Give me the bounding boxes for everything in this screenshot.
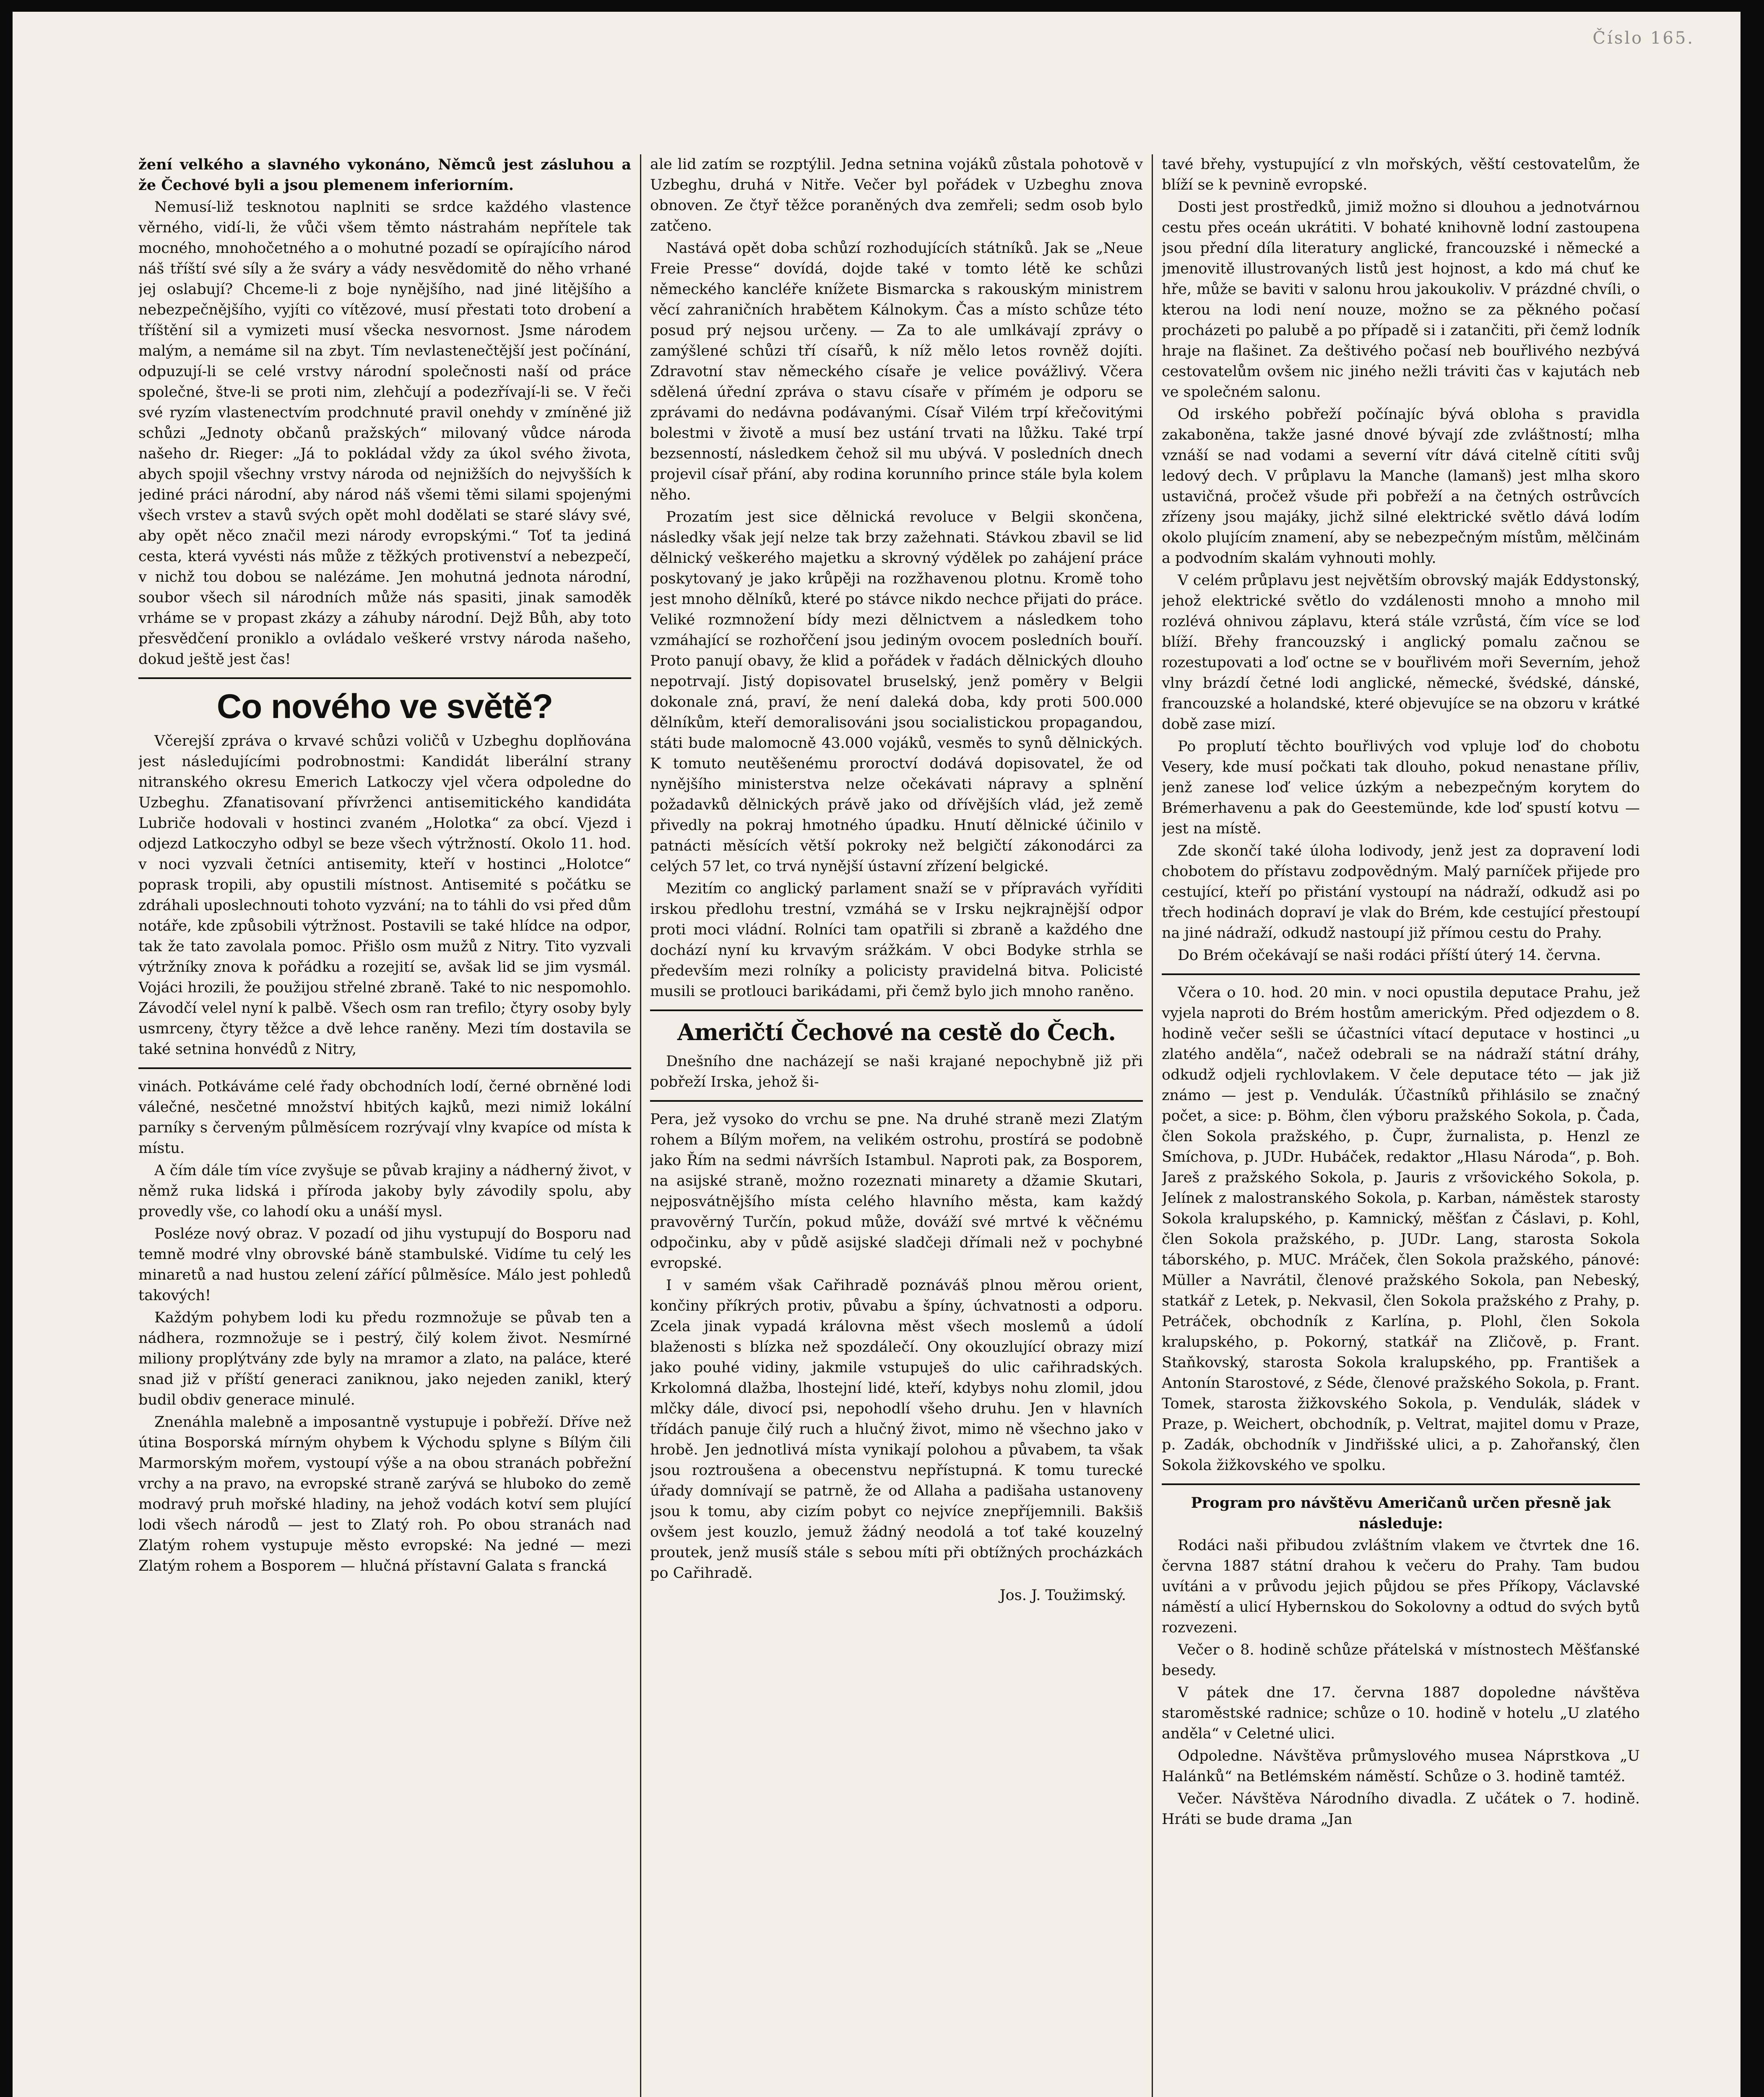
section-rule — [138, 1067, 631, 1069]
column-right — [1162, 154, 1640, 2097]
paragraph: vinách. Potkáváme celé řady obchodních lodí, černé obrněné lodi válečné, nesčetné množství hbitých kajků, mezi nimiž lokální parníky s červeným půlměsícem rozrývají vlny kvapíce od místa k místu. — [138, 1078, 631, 1157]
paragraph: ale lid zatím se rozptýlil. Jedna setnina vojáků zůstala pohotově v Uzbeghu, druhá v Nitře. Večer byl pořádek v Uzbeghu znova obnoven. Ze čtyř těžce poraněných dva zemřeli; sedm osob bylo zatčeno. — [650, 156, 1143, 234]
paragraph: tavé břehy, vystupující z vln mořských, věští cestovatelům, že blíží se k pevnině evropské. — [1162, 156, 1640, 193]
paragraph: Odpoledne. Návštěva průmyslového musea Náprstkova „U Halánků“ na Betlémském náměstí. Schůze o 3. hodině tamtéž. — [1162, 1748, 1640, 1785]
paragraph: Včerejší zpráva o krvavé schůzi voličů v Uzbeghu doplňována jest následujícími podrobnostmi: Kandidát liberální strany nitranského okresu Emerich Latkoczy vjel včera odpoledne do Uzbeghu. Zfanatisovaní přívrženci antisemitického kandidáta Lubriče hodovali v hostinci zvaném „Holotka“ za obcí. Vjezd i odjezd Latkoczyho odbyl se beze všech výtržností. Okolo 11. hod. v noci vyzvali četníci antisemity, kteří v hostinci „Holotce“ poprask tropili, aby opustili místnost. Antisemité s počátku se zdráhali uposlechnouti tohoto vyzvání; na to táhli do vsi před dům notáře, kde způsobili výtržnost. Postavili se také hlídce na odpor, tak že tato zavolala pomoc. Přišlo osm mužů z Nitry. Tito vyzvali výtržníky znova k pořádku a rozejití se, avšak lid se jim vysmál. Vojáci hrozili, že použijou střelné zbraně. Také to nic nespomohlo. Závodčí velel nyní k palbě. Všech osm ran trefilo; čtyry osoby byly usmrceny, čtyry těžce a dvě lehce raněny. Mezi tím dostavila se také setnina honvédů z Nitry, — [138, 733, 631, 1058]
paragraph: Prozatím jest sice dělnická revoluce v Belgii skončena, následky však její nelze tak brzy zažehnati. Stávkou zbavil se lid dělnický veškerého majetku a skrovný výdělek po zahájení práce poskytovaný je jako krůpěji na rozžhavenou plotnu. Kromě toho jest mnoho dělníků, které po stávce nikdo nechce přijati do práce. Veliké rozmnožení bídy mezi dělnictvem a následkem toho vzmáhající se rozhořčení jsou jediným ovocem posledních bouří. Proto panují obavy, že klid a pořádek v řadách dělnických dlouho nepotrvají. Jistý dopisovatel bruselský, jenž poměry v Belgii dokonale zná, praví, že není daleká doba, kdy proti 500.000 dělníkům, kteří demoralisováni jsou socialistickou propagandou, státi bude malomocně 43.000 vojáků, vesměs to synů dělnických. K tomuto neutěšenému proroctví dodává dopisovatel, že od nynějšího ministerstva nelze očekávati nápravy a splnění požadavků dělnických právě jako od dřívějších vlád, jež země přivedly na pokraj hmotného úpadku. Hnutí dělnické účinilo v patnácti měsících větší pokroky než belgičtí zákonodárci za celých 57 let, co trvá nynější ústavní zřízení belgické. — [650, 509, 1143, 875]
paragraph: Včera o 10. hod. 20 min. v noci opustila deputace Prahu, jež vyjela naproti do Brém hostům americkým. Před odjezdem o 8. hodině večer sešli se účastníci vítací deputace v hostinci „u zlatého anděla“, načež odebrali se na nádraží státní dráhy, odkudž odjeli rychlovlakem. V čele deputace této — jak již známo — jest p. Vendulák. Účastníků přihlásilo se značný počet, a sice: p. Böhm, člen výboru pražského Sokola, p. Čada, člen Sokola pražského, p. Čupr, žurnalista, p. Henzl ze Smíchova, p. JUDr. Hubáček, redaktor „Hlasu Národa“, p. Boh. Jareš z pražského Sokola, p. Jauris z vršovického Sokola, p. Jelínek z malostranského Sokola, p. Karban, náměstek starosty Sokola kralupského, p. Kamnický, měšťan z Čáslavi, p. Kohl, člen Sokola pražského, p. JUDr. Lang, starosta Sokola táborského, p. MUC. Mráček, člen Sokola pražského, pánové: Müller a Navrátil, členové pražského Sokola, pan Nebeský, statkář z Letek, p. Nekvasil, člen Sokola pražského z Prahy, p. Petráček, obchodník z Karlína, p. Plohl, člen Sokola kralupského, p. Pokorný, statkář na Zličově, p. Frant. Staňkovský, starosta Sokola kralupského, pp. František a Antonín Starostové, z Séde, členové pražského Sokola, p. Frant. Tomek, starosta žižkovského Sokola, p. Vendulák, sládek v Praze, p. Weichert, obchodník, p. Veltrat, majitel domu v Praze, p. Zadák, obchodník v Jindřišské ulici, a p. Zahořanský, člen Sokola žižkovského ve spolku. — [1162, 984, 1640, 1474]
section-rule — [1162, 973, 1640, 975]
paragraph: Večer. Návštěva Národního divadla. Z učátek o 7. hodině. Hráti se bude drama „Jan — [1162, 1790, 1640, 1828]
section-rule — [650, 1009, 1143, 1011]
paragraph: Rodáci naši přibudou zvláštním vlakem ve čtvrtek dne 16. června 1887 státní drahou k večeru do Prahy. Tam budou uvítáni a v průvodu jejich půjdou se přes Příkopy, Václavské náměstí a ulicí Hybernskou do Sokolovny a odtud do svých bytů rozvezeni. — [1162, 1537, 1640, 1636]
section-heading: Co nového ve světě? — [216, 687, 553, 726]
paragraph: Do Brém očekávají se naši rodáci příští úterý 14. června. — [1178, 947, 1601, 964]
paragraph: Nemusí-liž tesknotou naplniti se srdce každého vlastence věrného, vidí-li, že vůči všem těmto nástrahám nepřítele tak mocného, mnohočetného a o mohutné pozadí se opírajícího národ náš tříští své síly a že sváry a vády nesvědomitě do něho vrhané jej oslabují? Chceme-li z boje nynějšího, nad jiné litějšího a nebezpečnějšího, vyjíti co vítězové, musí přestati toto drobení a tříštění sil a vymizeti musí všecka nesvornost. Jsme národem malým, a nemáme sil na zbyt. Tím nevlastenečtější jest počínání, odpuzují-li se celé vrstvy národní společnosti naší od práce společné, štve-li se proti nim, zlehčují a podezřívají-li se. V řeči své ryzím vlastenectvím prodchnuté pravil onehdy v zmíněné již schůzi „Jednoty občanů pražských“ milovaný vůdce národa našeho dr. Rieger: „Já to pokládal vždy za úkol svého života, abych spojil všechny vrstvy národa od nejnižších do nejvyšších k jediné práci národní, aby národ náš všemi těmi silami spojenými všech vrstev a stavů svých opět mohl dodělati se staré slávy své, aby opět něco značil mezi národy evropskými.“ Toť ta jediná cesta, která vyvésti nás může z těžkých protivenství a nebezpečí, v nichž tou dobou se nalézáme. Jen mohutná jednota národní, soubor všech sil národních může nás spasiti, jinak samoděk vrháme se v propast zkázy a záhuby národní. Dejž Bůh, aby toto přesvědčení proniklo a ovládalo veškeré vrstvy národa našeho, dokud ještě jest čas! — [138, 199, 631, 668]
paragraph: Mezitím co anglický parlament snaží se v přípravách vyříditi irskou předlohu trestní, vzmáhá se v Irsku nejkrajnější odpor proti moci vládní. Rolníci tam opatřili si zbraně a každého dne dochází nyní ku krvavým srážkám. V obci Bodyke strhla se především mezi rolníky a policisty pravidelná bitva. Policisté musili se protlouci barikádami, při čemž bylo jich mnoho raněno. — [650, 880, 1143, 1000]
column-left — [138, 154, 631, 2097]
section-rule — [138, 677, 631, 679]
newspaper-page — [13, 12, 1741, 2097]
paragraph: V celém průplavu jest největším obrovský maják Eddystonský, jehož elektrické světlo do vzdálenosti mnoho a mnoho mil rozlévá ohnivou záplavu, která stále vzrůstá, čím více se loď blíží. Břehy francouzský i anglický pomalu začnou se rozestupovati a loď octne se v bouřlivém moři Severním, jehož vlny brázdí četné lodi anglické, německé, švédské, dánské, francouzské a holandské, které objevujíce se na obzoru v krátké době zase mizí. — [1162, 572, 1640, 733]
paragraph: Dnešního dne nacházejí se naši krajané nepochybně již při pobřeží Irska, jehož ši- — [650, 1053, 1143, 1090]
paragraph: Zde skončí také úloha lodivody, jenž jest za dopravení lodi chobotem do přístavu zodpovědným. Malý parníček přijede pro cestující, kteří po přistání vystoupí na nádraží, odkudž asi po třech hodinách dopraví je vlak do Brém, kde cestující přestoupí na jiné nádraží, odkudž nastoupí již přímou cestu do Prahy. — [1162, 843, 1640, 942]
paragraph: Od irského pobřeží počínajíc bývá obloha s pravidla zakaboněna, takže jasné dnové bývají zde zvláštností; mlha vznáší se nad vodami a severní vítr dává citelně cítiti svůj ledový dech. V průplavu la Manche (lamanš) jest mlha skoro ustavičná, pročež všude při pobřeží a na četných ostrůvcích zřízeny jsou majáky, jichž silné elektrické světlo dává lodím okolo plujícím znamení, aby se nebezpečným místům, mělčinám a podvodním skalám vyhnouti mohly. — [1162, 406, 1640, 567]
paragraph: V pátek dne 17. června 1887 dopoledne návštěva staroměstské radnice; schůze o 10. hodině v hotelu „U zlatého anděla“ v Celetné ulici. — [1162, 1684, 1640, 1742]
article-heading: Američtí Čechové na cestě do Čech. — [677, 1019, 1116, 1046]
paragraph: žení velkého a slavného vykonáno, Němců jest zásluhou a že Čechové byli a jsou plemenem inferiorním. — [138, 156, 631, 194]
paragraph: A čím dále tím více zvyšuje se půvab krajiny a nádherný život, v němž ruka lidská i příroda jakoby byly závodily spolu, aby provedly vše, co lahodí oku a unáší mysl. — [138, 1162, 631, 1220]
paragraph: Znenáhla malebně a imposantně vystupuje i pobřeží. Dříve než útina Bosporská mírným ohybem k Východu splyne s Bílým čili Marmorským mořem, vystoupí výše a na obou stranách pobřežní vrchy a na pravo, na evropské straně zarývá se hluboko do země modravý pruh mořské hladiny, na jehož vodách kotví sem plující lodi všech národů — jest to Zlatý roh. Po obou stranách nad Zlatým rohem vystupuje město evropské: Na jedné — mezi Zlatým rohem a Bosporem — hlučná přístavní Galata s francká — [138, 1414, 631, 1574]
section-rule — [1162, 1483, 1640, 1485]
paragraph: Posléze nový obraz. V pozadí od jihu vystupují do Bosporu nad temně modré vlny obrovské báně stambulské. Vidíme tu celý les minaretů a nad hustou zelení zářící půlměsíce. Málo jest pohledů takových! — [138, 1225, 631, 1304]
page-number: Číslo 165. — [1592, 29, 1694, 48]
column-divider — [1152, 154, 1153, 2097]
paragraph: Každým pohybem lodi ku předu rozmnožuje se půvab ten a nádhera, rozmnožuje se i pestrý, čilý kolem život. Nesmírné miliony proplýtvány zde byly na mramor a zlato, na paláce, které snad již v příští generaci zaniknou, jako nejeden zanikl, který budil obdiv generace minulé. — [138, 1309, 631, 1408]
paragraph: Dosti jest prostředků, jimiž možno si dlouhou a jednotvárnou cestu přes oceán ukrátiti. V bohaté knihovně lodní zastoupena jsou přední díla literatury anglické, francouzské i německé a jmenovitě illustrovaných listů jest hojnost, a kdo má chuť ke hře, může se baviti v salonu hrou jakoukoliv. V prázdné chvíli, o kterou na lodi není nouze, možno se za pěkného počasí procházeti po palubě a po případě si i zatančiti, při čemž lodník hraje na flašinet. Za deštivého počasí neb bouřlivého nezbývá cestovatelům ovšem nic jiného nežli tráviti čas v kajutách neb ve společném salonu. — [1162, 199, 1640, 401]
paragraph: Nastává opět doba schůzí rozhodujících státníků. Jak se „Neue Freie Presse“ dovídá, dojde také v tomto létě ke schůzi německého kancléře knížete Bismarcka s rakouským ministrem věcí zahraničních hrabětem Kálnokym. Čas a místo schůze této posud prý nejsou určeny. — Za to ale umlkávají zprávy o zamýšlené schůzi tří císařů, k níž mělo letos rovněž dojíti. Zdravotní stav německého císaře je velice povážlivý. Včera sdělená úřední zpráva o stavu císaře v přímém je odporu se zprávami do nedávna podávanými. Císař Vilém trpí křečovitými bolestmi v životě a musí bez ustání trvati na lůžku. Také trpí bezsenností, následkem čehož sil mu ubývá. V posledních dnech projevil císař přání, aby rodina korunního prince stále byla kolem něho. — [650, 240, 1143, 503]
paragraph: Večer o 8. hodině schůze přátelská v místnostech Měšťanské besedy. — [1162, 1642, 1640, 1679]
section-rule — [650, 1100, 1143, 1102]
author-signature: Jos. J. Toužimský. — [999, 1587, 1126, 1604]
program-heading: Program pro návštěvu Američanů určen přesně jak následuje: — [1191, 1494, 1611, 1532]
paragraph: I v samém však Cařihradě poznáváš plnou měrou orient, končiny příkrých protiv, půvabu a špíny, úchvatnosti a odporu. Zcela jinak vypadá královna měst všech moslemů a údolí blaženosti s blízka než spozdálečí. Ony okouzlující obrazy mizí jako pouhé vidiny, jakmile vstupuješ do ulic cařihradských. Krkolomná dlažba, lhostejní lidé, kteří, kdybys nohu zlomil, jdou mlčky dále, divocí psi, nepohodlí všeho druhu. Jen v hlavních třídách panuje čilý ruch a hlučný život, mimo ně všechno jako v hrobě. Jen jednotlivá místa vynikají polohou a půvabem, ta však jsou roztroušena a obecenstvu nepřístupná. K tomu turecké úřady domnívají se patrně, že od Allaha a padišaha ustanoveny jsou k tomu, aby cizím pobyt co nejvíce znepříjemnili. Bakšiš ovšem jest kouzlo, jemuž žádný neodolá a toť také kouzelný proutek, jenž musíš stále s sebou míti při obtížných procházkách po Cařihradě. — [650, 1277, 1143, 1582]
paragraph: Pera, jež vysoko do vrchu se pne. Na druhé straně mezi Zlatým rohem a Bílým mořem, na velikém ostrohu, prostírá se podobně jako Řím na sedmi návrších Istambul. Naproti pak, za Bosporem, na asijské straně, možno rozeznati minarety a džamie Skutari, nejposvátnějšího místa celého hlavního města, kam každý pravověrný Turčín, pokud může, dováží své mrtvé k věčnému odpočinku, aby v půdě asijské sladčeji dřímali než v pochybné evropské. — [650, 1111, 1143, 1272]
column-divider — [640, 154, 641, 2097]
paragraph: Po proplutí těchto bouřlivých vod vpluje loď do chobotu Vesery, kde musí počkati tak dlouho, pokud nenastane příliv, jenž zanese loď velice úzkým a nebezpečným korytem do Brémerhavenu a pak do Geestemünde, kde loď spustí kotvu — jest na místě. — [1162, 738, 1640, 837]
column-middle — [650, 154, 1143, 2097]
